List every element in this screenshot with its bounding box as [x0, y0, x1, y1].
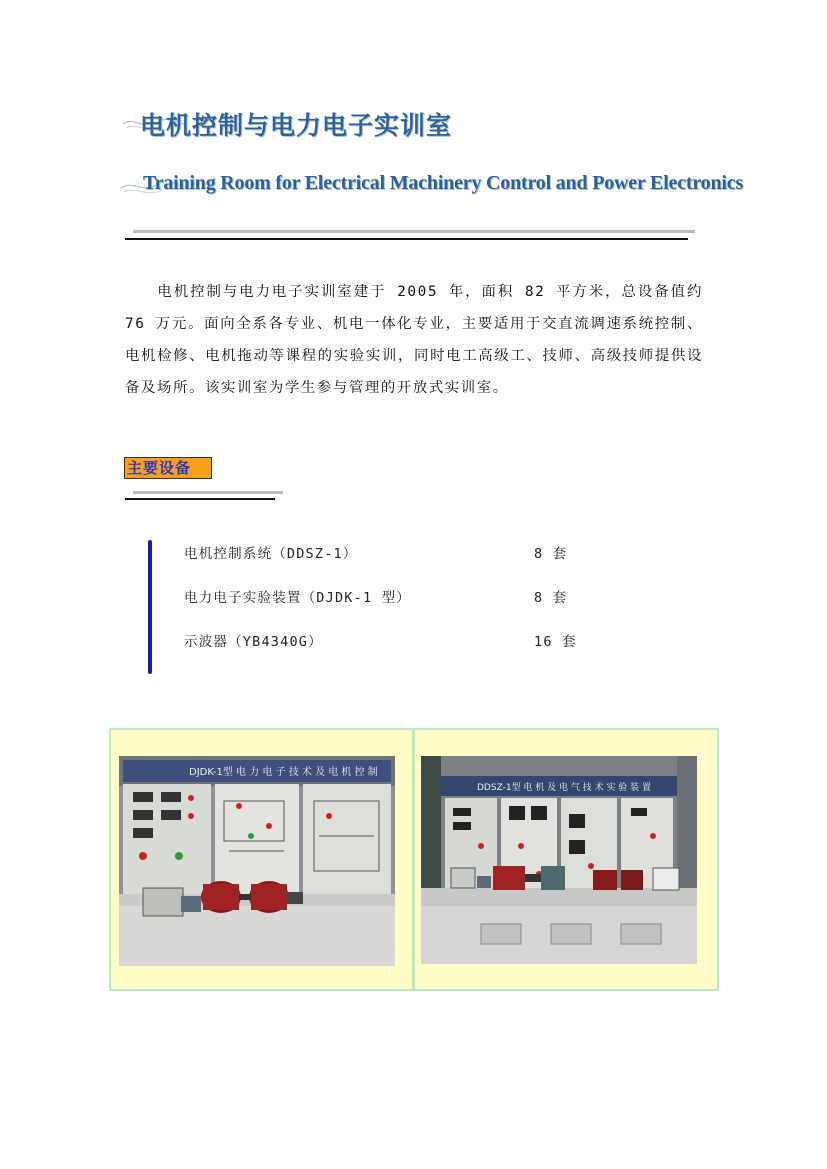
section-divider-gray: [133, 491, 283, 494]
equipment-name: 电机控制系统（DDSZ-1）: [184, 546, 358, 562]
photo-gallery: [109, 728, 719, 991]
equipment-qty: 8 套: [534, 590, 568, 606]
header-divider-black: [125, 238, 688, 240]
photo-ddsz1-bench: [421, 756, 697, 964]
list-item: [184, 584, 604, 628]
right-panel-banner: DDSZ-1型 电 机 及 电 气 技 术 实 验 装 置: [477, 783, 652, 793]
left-panel-banner: DJDK-1型 电 力 电 子 技 术 及 电 机 控 制: [189, 767, 378, 778]
section-label-main-equipment: 主要设备: [124, 457, 212, 479]
equipment-qty: 16 套: [534, 634, 577, 650]
equipment-accent-bar: [148, 540, 152, 674]
page-title-chinese: 电机控制与电力电子实训室: [140, 111, 453, 140]
equipment-name: 电力电子实验装置（DJDK-1 型）: [184, 590, 411, 606]
header-divider-gray: [133, 230, 695, 233]
equipment-list: [184, 540, 604, 672]
equipment-qty: 8 套: [534, 546, 568, 562]
list-item: [184, 628, 604, 672]
photo-divider: [412, 730, 415, 989]
equipment-name: 示波器（YB4340G）: [184, 634, 323, 650]
photo-djdk1-bench: [119, 756, 395, 966]
intro-paragraph: [125, 276, 703, 404]
list-item: [184, 540, 604, 584]
page-title-english: Training Room for Electrical Machinery Control and Power Electronics: [143, 172, 744, 194]
section-divider-black: [125, 498, 275, 500]
intro-text: 电机控制与电力电子实训室建于 2005 年，面积 82 平方米，总设备值约 76 万元。面向全系各专业、机电一体化专业，主要适用于交直流调速系统控制、电机检修、电机拖动等课程的实验实训，同时电工高级工、技师、高级技师提供设备及场所。该实训室为学生参与管理的开放式实训室。: [125, 284, 703, 396]
